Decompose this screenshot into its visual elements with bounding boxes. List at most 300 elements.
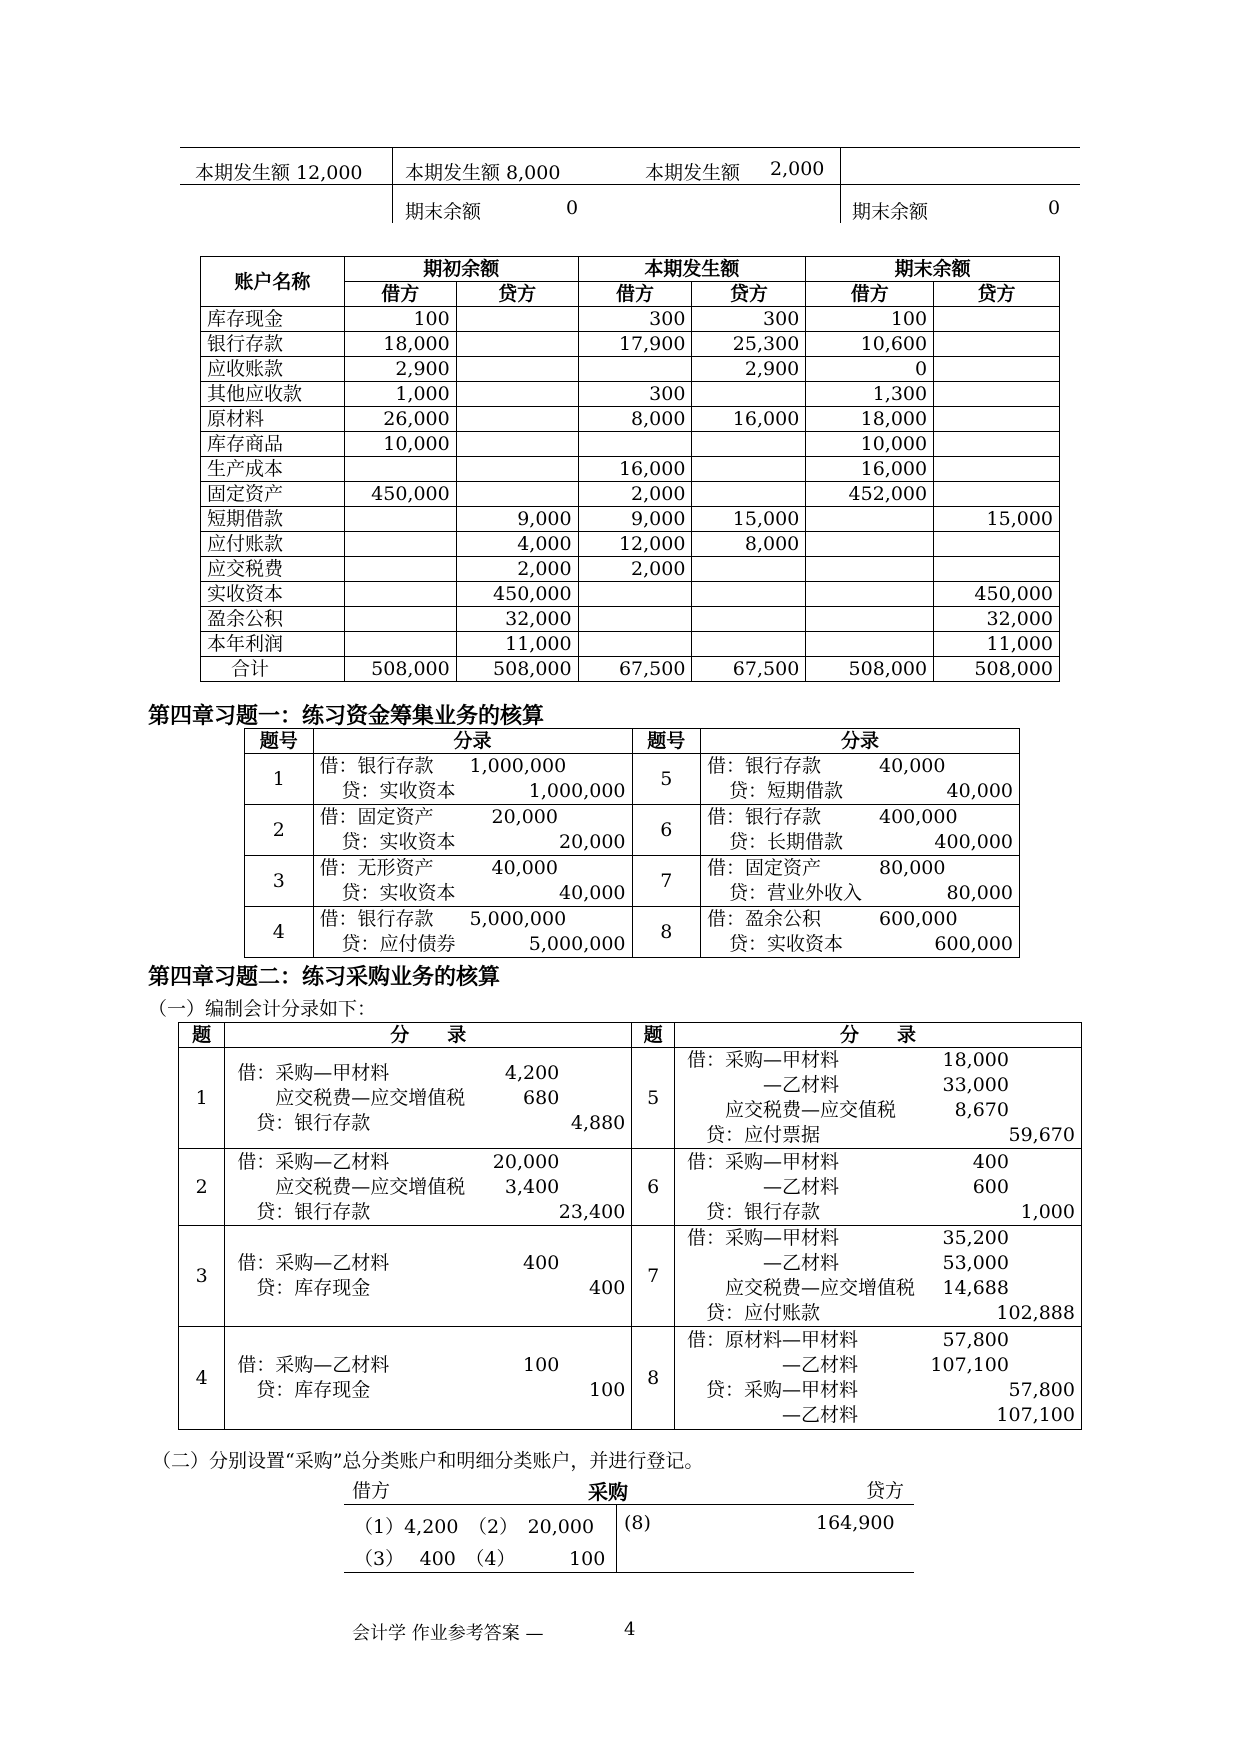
credit-amount: 40,000: [946, 780, 1013, 802]
amount-cell: [806, 532, 934, 557]
credit-amount: 600,000: [934, 933, 1013, 955]
credit-account: 贷：短期借款: [729, 780, 844, 802]
table-row: [245, 805, 1020, 856]
col-no: 题: [632, 1023, 675, 1048]
journal-entry: [674, 1149, 1081, 1226]
entry-number: 8: [632, 1327, 675, 1430]
account-name-cell: 盈余公积: [201, 607, 345, 632]
t-row2-left: （3） 400 （4） 100: [354, 1548, 606, 1570]
amount-cell: 8,000: [692, 532, 806, 557]
debit-account: 借：固定资产: [319, 806, 434, 828]
account: —乙材料: [686, 1175, 839, 1198]
entry-number: 2: [245, 805, 314, 856]
amount-cell: [692, 582, 806, 607]
entry-line: [231, 1061, 625, 1086]
debit-amount: 40,000: [879, 755, 946, 777]
exercise1-body: [245, 754, 1020, 958]
amount-cell: [456, 307, 578, 332]
entry-line: [231, 1353, 625, 1378]
account: 应交税费—应交增值税: [237, 1086, 466, 1109]
amount-cell: [934, 557, 1060, 582]
amount-cell: [934, 357, 1060, 382]
table-row: [201, 657, 1060, 682]
amount: 4,880: [570, 1111, 626, 1134]
amount-cell: [934, 432, 1060, 457]
amount: 1,000: [1020, 1200, 1075, 1223]
entry-line: [681, 1150, 1075, 1175]
table-row: [201, 582, 1060, 607]
amount-cell: 16,000: [692, 407, 806, 432]
journal-entry: [313, 805, 632, 856]
entry-line: [681, 1200, 1075, 1225]
amount-cell: [578, 607, 692, 632]
amount-cell: [578, 432, 692, 457]
entry-line: [231, 1111, 625, 1136]
account: 应交税费—应交增值税: [686, 1277, 915, 1299]
entry-line: [707, 779, 1013, 804]
amount-cell: 12,000: [578, 532, 692, 557]
amount: 8,670: [954, 1099, 1009, 1121]
col-entry: 分 录: [225, 1023, 632, 1048]
account-name-cell: 应付账款: [201, 532, 345, 557]
account: 借：采购—甲材料: [686, 1227, 839, 1249]
amount-cell: 450,000: [344, 482, 456, 507]
entry-line: [681, 1301, 1075, 1326]
amount-cell: [934, 407, 1060, 432]
account: 贷：银行存款: [237, 1200, 371, 1223]
amount-cell: 100: [806, 307, 934, 332]
entry-number: 3: [245, 856, 314, 907]
account-name-cell: 应收账款: [201, 357, 345, 382]
credit-account: 贷：实收资本: [341, 831, 456, 853]
amount-cell: [692, 632, 806, 657]
amount: 33,000: [942, 1074, 1009, 1096]
header-credit: 贷方: [934, 282, 1060, 307]
amount-cell: [806, 557, 934, 582]
amount: 35,200: [942, 1227, 1009, 1249]
right-end-value: 0: [1048, 197, 1061, 219]
account-name-cell: 固定资产: [201, 482, 345, 507]
exercise1-title: 第四章习题一：练习资金筹集业务的核算: [148, 704, 545, 729]
account: 贷：库存现金: [237, 1379, 371, 1401]
amount-cell: [692, 382, 806, 407]
amount-cell: 18,000: [806, 407, 934, 432]
entry-line: [707, 907, 1013, 932]
debit-account: 借：银行存款: [707, 806, 822, 828]
journal-entry: [701, 856, 1020, 907]
amount-cell: 15,000: [934, 507, 1060, 532]
entry-line: [231, 1150, 625, 1175]
table-row: [179, 1327, 1082, 1430]
amount-cell: [578, 632, 692, 657]
amount-cell: 300: [578, 382, 692, 407]
amount: 680: [523, 1086, 560, 1109]
amount: 14,688: [942, 1277, 1009, 1299]
entry-line: [707, 932, 1013, 957]
entry-line: [320, 779, 626, 804]
mid-end-value: 0: [566, 197, 579, 219]
amount-cell: 32,000: [934, 607, 1060, 632]
amount-cell: 2,900: [344, 357, 456, 382]
amount-cell: 300: [578, 307, 692, 332]
table-row: [201, 532, 1060, 557]
amount: 100: [523, 1354, 560, 1376]
table-row: [201, 457, 1060, 482]
debit-account: 借：无形资产: [319, 857, 434, 879]
entry-line: [231, 1276, 625, 1301]
credit-account: 贷：长期借款: [729, 831, 844, 853]
amount-cell: [456, 407, 578, 432]
entry-line: [707, 754, 1013, 779]
amount: 57,800: [1008, 1379, 1075, 1401]
account: 借：采购—乙材料: [237, 1354, 390, 1376]
t-title: 采购: [588, 1480, 628, 1504]
table-row: [245, 856, 1020, 907]
header-credit: 贷方: [456, 282, 578, 307]
amount: 100: [589, 1379, 626, 1401]
t-row1-ref: (8): [624, 1512, 651, 1534]
table-row: [201, 507, 1060, 532]
credit-amount: 400,000: [934, 831, 1013, 853]
col-entry: 分 录: [674, 1023, 1081, 1048]
amount-cell: 67,500: [692, 657, 806, 682]
amount-cell: 9,000: [456, 507, 578, 532]
account-name-cell: 库存现金: [201, 307, 345, 332]
amount-cell: 300: [692, 307, 806, 332]
trial-balance-body: [201, 307, 1060, 682]
journal-entry: [674, 1226, 1081, 1327]
amount-cell: [456, 357, 578, 382]
account-name-cell: 实收资本: [201, 582, 345, 607]
amount-cell: [456, 382, 578, 407]
entry-line: [707, 856, 1013, 881]
account-name-cell: 生产成本: [201, 457, 345, 482]
account-name-cell: 短期借款: [201, 507, 345, 532]
header-account: 账户名称: [201, 257, 345, 307]
amount-cell: 452,000: [806, 482, 934, 507]
debit-account: 借：银行存款: [319, 908, 434, 930]
account: —乙材料: [686, 1252, 839, 1274]
account: —乙材料: [686, 1074, 839, 1096]
account: 借：采购—甲材料: [237, 1061, 390, 1084]
amount-cell: 8,000: [578, 407, 692, 432]
debit-amount: 600,000: [879, 908, 958, 930]
entry-line: [681, 1403, 1075, 1428]
table-row: [201, 607, 1060, 632]
account: 贷：应付票据: [686, 1124, 820, 1146]
account-name-cell: 其他应收款: [201, 382, 345, 407]
journal-entry: [313, 754, 632, 805]
amount-cell: 2,900: [692, 357, 806, 382]
account: —乙材料: [686, 1354, 858, 1376]
journal-entry: [674, 1327, 1081, 1430]
table-row: [201, 432, 1060, 457]
journal-entry: [225, 1149, 632, 1226]
amount-cell: [934, 532, 1060, 557]
footer-text: 会计学 作业参考答案 —: [352, 1623, 544, 1644]
header-debit: 借方: [578, 282, 692, 307]
table-row: [201, 307, 1060, 332]
entry-number: 1: [179, 1048, 225, 1149]
amount: 59,670: [1008, 1124, 1075, 1146]
amount: 57,800: [942, 1329, 1009, 1351]
header-current: 本期发生额: [578, 257, 806, 282]
entry-line: [320, 881, 626, 906]
amount-cell: [806, 632, 934, 657]
amount-cell: 1,300: [806, 382, 934, 407]
entry-number: 7: [632, 1226, 675, 1327]
header-debit: 借方: [344, 282, 456, 307]
amount-cell: 508,000: [456, 657, 578, 682]
top-left-amount: 本期发生额 12,000: [195, 162, 363, 184]
credit-account: 贷：营业外收入: [729, 882, 863, 904]
exercise2-table: [178, 1022, 1082, 1430]
amount-cell: 10,600: [806, 332, 934, 357]
table-row: [201, 382, 1060, 407]
amount-cell: 508,000: [344, 657, 456, 682]
amount-cell: 10,000: [806, 432, 934, 457]
amount-cell: [692, 482, 806, 507]
entry-line: [681, 1098, 1075, 1123]
entry-line: [231, 1200, 625, 1225]
journal-entry: [701, 754, 1020, 805]
amount-cell: [934, 332, 1060, 357]
amount-cell: [456, 432, 578, 457]
amount: 18,000: [942, 1049, 1009, 1071]
entry-line: [320, 830, 626, 855]
amount-cell: 4,000: [456, 532, 578, 557]
journal-entry: [313, 907, 632, 958]
entry-line: [681, 1328, 1075, 1353]
journal-entry: [313, 856, 632, 907]
amount: 20,000: [492, 1150, 560, 1173]
debit-amount: 5,000,000: [469, 908, 567, 930]
amount: 400: [589, 1277, 626, 1299]
credit-account: 贷：实收资本: [729, 933, 844, 955]
entry-number: 3: [179, 1226, 225, 1327]
amount: 400: [972, 1150, 1009, 1173]
amount-cell: [692, 607, 806, 632]
entry-line: [320, 805, 626, 830]
entry-line: [231, 1086, 625, 1111]
table-row: [179, 1048, 1082, 1149]
journal-entry: [701, 805, 1020, 856]
amount-cell: 100: [344, 307, 456, 332]
amount-cell: [934, 457, 1060, 482]
table-row: [201, 407, 1060, 432]
entry-number: 4: [179, 1327, 225, 1430]
entry-line: [681, 1073, 1075, 1098]
account: 借：原材料—甲材料: [686, 1329, 858, 1351]
table-row: [201, 357, 1060, 382]
amount-cell: 11,000: [934, 632, 1060, 657]
amount-cell: 2,000: [578, 482, 692, 507]
journal-entry: [225, 1048, 632, 1149]
account-name-cell: 本年利润: [201, 632, 345, 657]
amount: 600: [972, 1175, 1009, 1198]
entry-line: [320, 907, 626, 932]
header-opening: 期初余额: [344, 257, 578, 282]
entry-number: 6: [632, 805, 701, 856]
amount-cell: 11,000: [456, 632, 578, 657]
credit-amount: 20,000: [559, 831, 626, 853]
account: 借：采购—乙材料: [237, 1150, 390, 1173]
trial-balance-table: [200, 256, 1060, 682]
amount-cell: [344, 607, 456, 632]
exercise1-table: [244, 728, 1020, 958]
table-row: [245, 907, 1020, 958]
amount-cell: [344, 457, 456, 482]
entry-line: [231, 1378, 625, 1403]
amount: 102,888: [996, 1302, 1075, 1324]
entry-line: [681, 1251, 1075, 1276]
debit-account: 借：盈余公积: [707, 908, 822, 930]
amount-cell: 15,000: [692, 507, 806, 532]
top-mid-amount: 本期发生额 8,000: [405, 162, 561, 184]
amount-cell: 26,000: [344, 407, 456, 432]
account: —乙材料: [686, 1404, 858, 1426]
top-right-mid-label: 本期发生额: [645, 162, 741, 184]
header-credit: 贷方: [692, 282, 806, 307]
debit-amount: 20,000: [491, 806, 558, 828]
amount-cell: 9,000: [578, 507, 692, 532]
table-row: [201, 332, 1060, 357]
entry-line: [231, 1251, 625, 1276]
account-name-cell: 银行存款: [201, 332, 345, 357]
amount-cell: [344, 582, 456, 607]
amount-cell: [578, 582, 692, 607]
debit-amount: 1,000,000: [469, 755, 567, 777]
entry-line: [681, 1226, 1075, 1251]
entry-line: [681, 1123, 1075, 1148]
entry-line: [681, 1276, 1075, 1301]
exercise2-subtitle1: （一）编制会计分录如下：: [148, 998, 377, 1020]
amount-cell: [456, 332, 578, 357]
account-name-cell: 原材料: [201, 407, 345, 432]
entry-line: [681, 1353, 1075, 1378]
exercise2-subtitle2: （二）分别设置“采购”总分类账户和明细分类账户，并进行登记。: [152, 1450, 704, 1472]
col-no: 题: [179, 1023, 225, 1048]
entry-line: [707, 805, 1013, 830]
col-entry: 分录: [313, 729, 632, 754]
debit-account: 借：固定资产: [707, 857, 822, 879]
credit-account: 贷：实收资本: [341, 780, 456, 802]
entry-number: 5: [632, 754, 701, 805]
amount-cell: 0: [806, 357, 934, 382]
debit-amount: 40,000: [491, 857, 558, 879]
t-debit-label: 借方: [352, 1480, 391, 1502]
amount-cell: 2,000: [578, 557, 692, 582]
header-ending: 期末余额: [806, 257, 1060, 282]
debit-account: 借：银行存款: [319, 755, 434, 777]
entry-line: [707, 881, 1013, 906]
mid-end-label: 期末余额: [405, 201, 482, 223]
exercise2-body: [179, 1048, 1082, 1430]
amount-cell: [456, 482, 578, 507]
amount-cell: [934, 382, 1060, 407]
entry-line: [320, 754, 626, 779]
amount-cell: [344, 557, 456, 582]
account: 应交税费—应交值税: [686, 1099, 896, 1121]
amount-cell: [456, 457, 578, 482]
amount-cell: [806, 582, 934, 607]
amount-cell: [578, 357, 692, 382]
debit-amount: 80,000: [879, 857, 946, 879]
account: 借：采购—乙材料: [237, 1252, 390, 1274]
entry-line: [320, 932, 626, 957]
table-row: [201, 557, 1060, 582]
amount: 107,100: [996, 1404, 1075, 1426]
amount-cell: 17,900: [578, 332, 692, 357]
amount-cell: 508,000: [934, 657, 1060, 682]
table-row: [245, 754, 1020, 805]
amount-cell: [692, 432, 806, 457]
col-no: 题号: [245, 729, 314, 754]
amount-cell: [692, 457, 806, 482]
col-no: 题号: [632, 729, 701, 754]
entry-line: [707, 830, 1013, 855]
table-row: [201, 482, 1060, 507]
amount: 400: [523, 1252, 560, 1274]
amount-cell: 1,000: [344, 382, 456, 407]
account: 贷：银行存款: [686, 1200, 820, 1223]
debit-amount: 400,000: [879, 806, 958, 828]
amount-cell: [344, 632, 456, 657]
page-number: 4: [624, 1619, 636, 1640]
amount: 107,100: [930, 1354, 1009, 1376]
amount: 4,200: [504, 1061, 560, 1084]
account-name-cell: 库存商品: [201, 432, 345, 457]
entry-line: [681, 1378, 1075, 1403]
account: 借：采购—甲材料: [686, 1049, 839, 1071]
account: 贷：银行存款: [237, 1111, 371, 1134]
amount-cell: [806, 607, 934, 632]
amount-cell: 16,000: [578, 457, 692, 482]
amount: 23,400: [558, 1200, 626, 1223]
exercise2-title: 第四章习题二：练习采购业务的核算: [148, 965, 501, 990]
table-row: [179, 1226, 1082, 1327]
t-row1-left: （1）4,200 （2） 20,000: [354, 1516, 595, 1538]
account: 贷：应付账款: [686, 1302, 820, 1324]
entry-line: [681, 1048, 1075, 1073]
credit-amount: 5,000,000: [528, 933, 626, 955]
col-entry: 分录: [701, 729, 1020, 754]
amount-cell: 16,000: [806, 457, 934, 482]
amount-cell: 450,000: [934, 582, 1060, 607]
amount: 53,000: [942, 1252, 1009, 1274]
journal-entry: [674, 1048, 1081, 1149]
account-name-cell: 合计: [201, 657, 345, 682]
amount-cell: 10,000: [344, 432, 456, 457]
entry-number: 6: [632, 1149, 675, 1226]
account: 贷：采购—甲材料: [686, 1379, 858, 1401]
right-end-label: 期末余额: [852, 201, 929, 223]
amount-cell: [806, 507, 934, 532]
amount-cell: [344, 507, 456, 532]
table-row: [201, 632, 1060, 657]
amount-cell: 450,000: [456, 582, 578, 607]
amount-cell: [934, 482, 1060, 507]
entry-number: 1: [245, 754, 314, 805]
entry-number: 8: [632, 907, 701, 958]
journal-entry: [701, 907, 1020, 958]
entry-number: 7: [632, 856, 701, 907]
top-right-mid-value: 2,000: [770, 158, 825, 180]
credit-account: 贷：应付债券: [341, 933, 456, 955]
amount-cell: 508,000: [806, 657, 934, 682]
amount: 3,400: [504, 1175, 560, 1198]
amount-cell: [934, 307, 1060, 332]
